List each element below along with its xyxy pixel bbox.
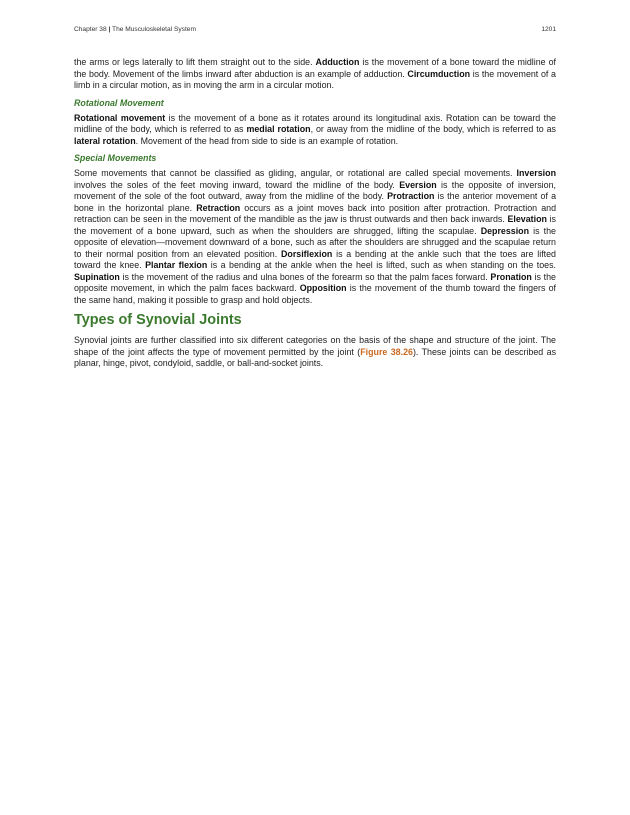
term-lateral-rotation: lateral rotation: [74, 135, 136, 146]
text: Synovial joints are further classified into six different categories on the basis of the shape and structure of the joint. The shape of the joint affects the type of movement permitted by the joint (: [74, 335, 556, 357]
text: is the movement of a limb in a circular motion, as in moving the arm in a circular motion.: [74, 68, 556, 90]
term-circumduction: Circumduction: [407, 68, 471, 79]
page-number: 1201: [541, 26, 556, 33]
term-dorsiflexion: Dorsiflexion: [281, 248, 333, 259]
text: is the opposite of inversion, movement of the sole of the foot outward, away from the midline of the body.: [74, 179, 556, 201]
running-header: [74, 26, 556, 33]
subheading-rotational-movement: Rotational Movement: [74, 97, 164, 108]
paragraph-synovial: [74, 335, 556, 370]
header-separator: |: [108, 26, 111, 33]
paragraph-abduction: [74, 57, 556, 92]
text: . Movement of the head from side to side is an example of rotation.: [135, 135, 399, 146]
text: is a bending at the ankle when the heel is lifted, such as when standing on the toes.: [207, 260, 556, 270]
term-inversion: Inversion: [516, 168, 556, 178]
term-protraction: Protraction: [387, 191, 435, 201]
chapter-number: Chapter 38: [74, 26, 107, 33]
subheading-special-movements: Special Movements: [74, 153, 157, 163]
term-pronation: Pronation: [490, 271, 532, 282]
text: is the movement of a bone toward the midline of the body. Movement of the limbs inward after abduction is an example of adduction.: [74, 57, 556, 79]
text: is the movement of a bone as it rotates around its longitudinal axis. Rotation can be toward the midline of the body, which is referred to as: [74, 112, 556, 134]
term-supination: Supination: [74, 271, 120, 282]
text: involves the soles of the feet moving inward, toward the midline of the body.: [74, 179, 400, 190]
term-opposition: Opposition: [299, 283, 347, 293]
text: occurs as a joint moves back into position after protraction. Protraction and retraction can be seen in the movement of the mandible as the jaw is thrust outwards and then back inwards.: [74, 202, 557, 224]
term-medial-rotation: medial rotation: [246, 124, 311, 134]
text: Some movements that cannot be classified as gliding, angular, or rotational are called special movements.: [74, 168, 517, 178]
text: is the opposite of elevation—movement downward of a bone, such as after the shoulders are shrugged and the scapulae return to their normal position from an elevated position.: [74, 225, 556, 259]
text: is the movement of a bone upward, such as when the shoulders are shrugged, lifting the scapulae.: [74, 214, 556, 236]
paragraph-special: [74, 168, 556, 306]
text: is the movement of the radius and ulna bones of the forearm so that the palm faces forward.: [119, 271, 491, 282]
text: is a bending at the ankle such that the toes are lifted toward the knee.: [74, 248, 556, 270]
text: ). These joints can be described as planar, hinge, pivot, condyloid, saddle, or ball-and-socket joints.: [74, 346, 557, 368]
text: is the opposite movement, in which the palm faces backward.: [74, 271, 556, 293]
term-eversion: Eversion: [399, 179, 437, 190]
chapter-header: [74, 26, 196, 33]
term-plantar-flexion: Plantar flexion: [145, 260, 208, 270]
text: , or away from the midline of the body, which is referred to as: [310, 124, 556, 134]
text: is the movement of the thumb toward the fingers of the same hand, making it possible to grasp and hold objects.: [74, 283, 556, 305]
section-heading-synovial-joints: Types of Synovial Joints: [74, 312, 242, 328]
text: the arms or legs laterally to lift them straight out to the side.: [74, 57, 316, 67]
chapter-title: The Musculoskeletal System: [112, 26, 196, 33]
term-retraction: Retraction: [196, 202, 241, 213]
figure-link[interactable]: Figure 38.26: [360, 346, 413, 357]
term-rotational-movement: Rotational movement: [74, 112, 166, 123]
term-depression: Depression: [480, 225, 530, 236]
paragraph-rotational: [74, 113, 556, 148]
text: is the anterior movement of a bone in the horizontal plane.: [74, 191, 557, 213]
term-elevation: Elevation: [507, 214, 547, 224]
term-adduction: Adduction: [315, 57, 360, 67]
